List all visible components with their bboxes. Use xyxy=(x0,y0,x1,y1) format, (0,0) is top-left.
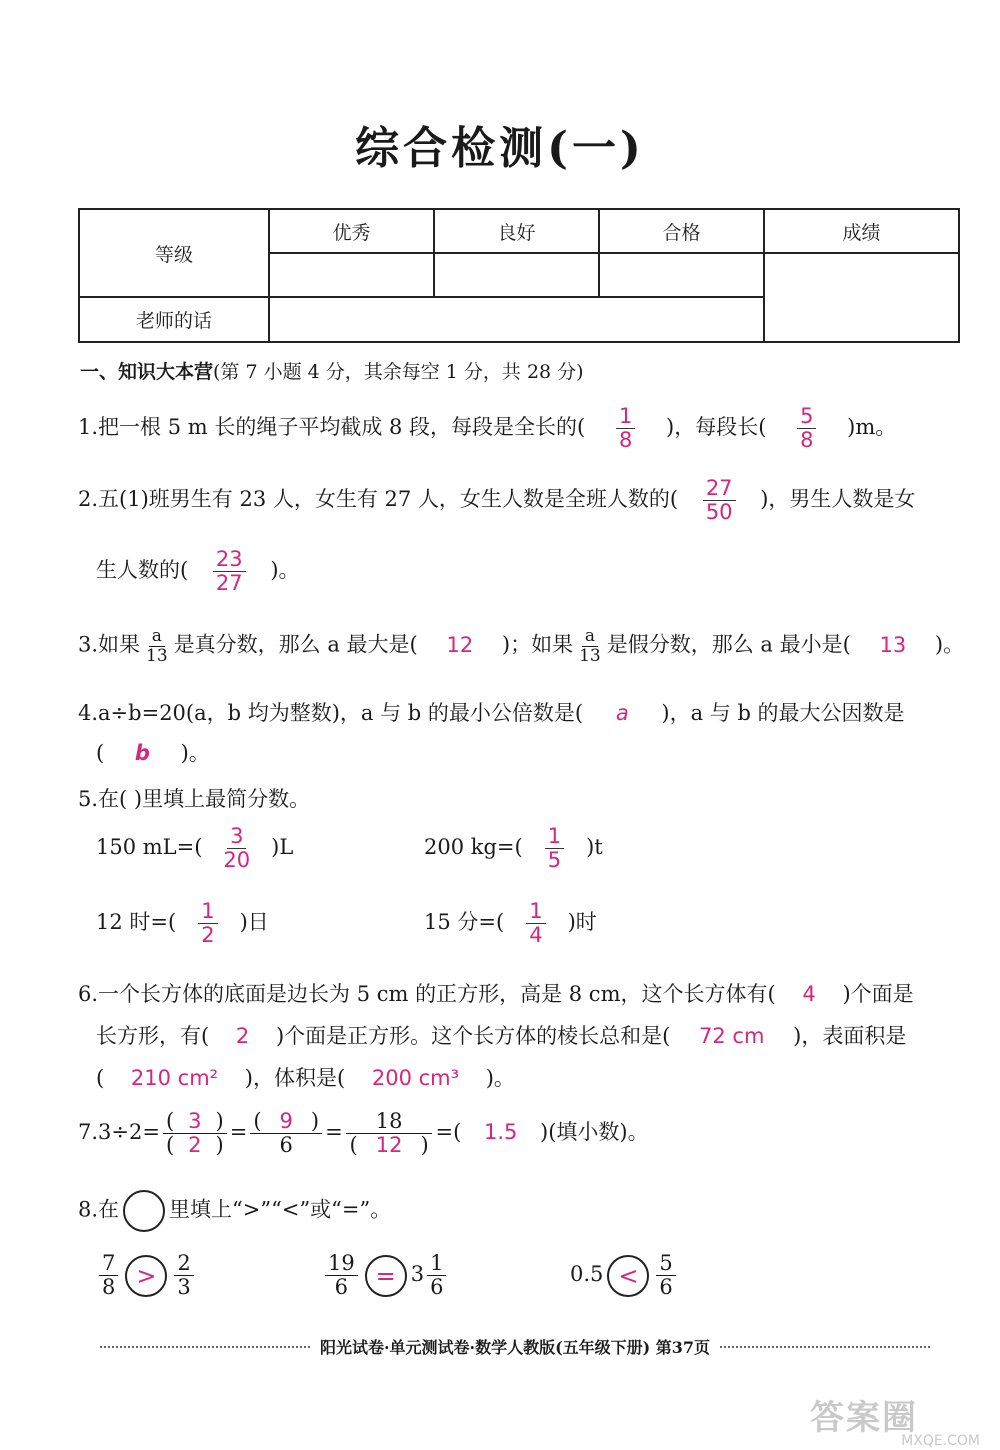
q7-fraction-3: $\frac{18}{( 12 )}$ xyxy=(346,1110,433,1157)
level-excellent-cell xyxy=(269,253,434,297)
q2-text-d: )。 xyxy=(270,558,300,583)
question-7 xyxy=(78,1110,649,1157)
question-5: 5.在( )里填上最简分数。 xyxy=(78,787,311,811)
footer-dots-left xyxy=(100,1346,310,1348)
section-note: (第 7 小题 4 分，其余每空 1 分，共 28 分) xyxy=(213,361,584,383)
q6-answer-1: 4 xyxy=(802,982,816,1006)
q7-answer: 1.5 xyxy=(483,1120,518,1145)
q7-text: 7.3÷2= xyxy=(78,1120,160,1145)
q8-c3-right: $\frac{5}{6}$ xyxy=(656,1252,675,1299)
q3-text: 3.如果 xyxy=(78,632,141,657)
q8-c2-right: $\frac{1}{6}$ xyxy=(427,1252,446,1299)
question-6-cont-2 xyxy=(96,1062,515,1092)
q6-text-e: )，表面积是 xyxy=(793,1024,907,1048)
level-pass-cell xyxy=(599,253,764,297)
blank-circle-icon xyxy=(123,1190,165,1232)
q3-text-b: 是真分数，那么 a 最大是( xyxy=(173,632,418,657)
q3-text-c: )；如果 xyxy=(501,632,574,657)
q7-fraction-2: $\frac{( 9 )}{6}$ xyxy=(250,1110,322,1157)
q6-answer-5: 200 cm³ xyxy=(371,1066,460,1090)
q7-f3-num: 18 xyxy=(346,1110,433,1134)
q6-answer-4: 210 cm² xyxy=(130,1066,219,1090)
level-good-cell xyxy=(434,253,599,297)
q5-item-3-post: )日 xyxy=(239,910,269,935)
q8-c1-left: $\frac{7}{8}$ xyxy=(99,1252,118,1299)
watermark-logo xyxy=(810,1390,980,1449)
level-good: 良好 xyxy=(434,209,599,253)
q8-answer-2: = xyxy=(365,1255,407,1297)
q1-text: 1.把一根 5 m 长的绳子平均截成 8 段，每段是全长的( xyxy=(78,415,586,440)
q5-answer-1: $\frac{3}{20}$ xyxy=(223,824,251,873)
question-2-cont xyxy=(96,548,300,595)
q4-text-b: )，a 与 b 的最大公因数是 xyxy=(661,701,905,725)
q7-f3-den: 12 xyxy=(375,1133,403,1158)
q8-text: 8.在 xyxy=(78,1197,120,1222)
q8-compare-2 xyxy=(322,1252,449,1299)
q8-c1-right: $\frac{2}{3}$ xyxy=(174,1252,193,1299)
q2-text-c: 生人数的( xyxy=(96,558,189,583)
q5-answer-2: $\frac{1}{5}$ xyxy=(545,825,564,872)
q4-answer-1: a xyxy=(615,701,629,725)
q5-item-1-post: )L xyxy=(271,835,294,860)
section-title: 一、知识大本营 xyxy=(80,361,214,383)
q6-text-c: 长方形，有( xyxy=(96,1024,210,1048)
teacher-comment-cell xyxy=(269,297,764,342)
q6-answer-2: 2 xyxy=(235,1024,250,1048)
q3-answer-2: 13 xyxy=(879,632,907,657)
question-4 xyxy=(78,697,905,727)
q5-answer-3: $\frac{1}{2}$ xyxy=(198,900,217,947)
q2-text-b: )，男生人数是女 xyxy=(760,487,916,512)
q5-item-3-pre: 12 时=( xyxy=(96,910,177,935)
q1-text-c: )m。 xyxy=(847,415,897,440)
q4-answer-2: b xyxy=(134,741,150,765)
question-1 xyxy=(78,405,896,452)
q5-item-4-post: )时 xyxy=(567,910,597,935)
q4-text: 4.a÷b=20(a，b 均为整数)，a 与 b 的最小公倍数是( xyxy=(78,701,584,725)
page-title: 综合检测(一) xyxy=(355,123,645,174)
question-6-cont-1 xyxy=(96,1020,906,1050)
q6-text-g: )，体积是( xyxy=(244,1066,346,1090)
q3-text-e: )。 xyxy=(934,632,965,657)
q1-text-b: )，每段长( xyxy=(666,415,767,440)
q6-answer-3: 72 cm xyxy=(699,1024,765,1048)
footer-dots-right xyxy=(720,1346,930,1348)
q5-item-4-pre: 15 分=( xyxy=(424,910,505,935)
teacher-label: 老师的话 xyxy=(79,297,269,342)
q7-fraction-1: $\frac{( 3 )}{( 2 )}$ xyxy=(163,1110,227,1157)
q3-fraction-1: $\frac{a}{13}$ xyxy=(146,626,168,666)
q5-item-2 xyxy=(424,825,603,872)
q7-text-b: =( xyxy=(435,1120,462,1145)
q7-f1-den: 2 xyxy=(188,1133,202,1158)
watermark-main: 答案圈 xyxy=(810,1398,918,1438)
q6-text-d: )个面是正方形。这个长方体的棱长总和是( xyxy=(275,1024,671,1048)
q7-eq-1: = xyxy=(229,1120,248,1145)
q8-answer-3: < xyxy=(607,1255,649,1297)
q6-text: 6.一个长方体的底面是边长为 5 cm 的正方形，高是 8 cm，这个长方体有( xyxy=(78,982,776,1006)
q8-compare-3 xyxy=(570,1252,679,1299)
grade-table xyxy=(78,208,960,343)
q4-text-c: ( xyxy=(96,741,105,765)
q3-fraction-2: $\frac{a}{13}$ xyxy=(579,626,601,666)
q6-text-b: )个面是 xyxy=(842,982,914,1006)
question-6 xyxy=(78,978,914,1008)
q7-f1-num: 3 xyxy=(188,1109,202,1133)
question-2 xyxy=(78,477,915,524)
question-8 xyxy=(78,1190,391,1232)
q3-answer-1: 12 xyxy=(446,632,474,657)
q7-text-c: )(填小数)。 xyxy=(540,1120,649,1145)
q2-answer-1: $\frac{27}{50}$ xyxy=(703,477,736,524)
grade-row-label: 等级 xyxy=(79,209,269,297)
q5-item-4 xyxy=(424,900,597,947)
q8-c2-whole: 3 xyxy=(410,1262,425,1287)
q8-c2-left: $\frac{19}{6}$ xyxy=(325,1252,358,1299)
q2-answer-2: $\frac{23}{27}$ xyxy=(213,548,246,595)
q2-text: 2.五(1)班男生有 23 人，女生有 27 人，女生人数是全班人数的( xyxy=(78,487,679,512)
q5-item-1-pre: 150 mL=( xyxy=(96,835,203,860)
watermark-sub: MXQE.COM xyxy=(901,1433,980,1449)
q1-answer-2: $\frac{5}{8}$ xyxy=(797,405,816,452)
q5-item-3 xyxy=(96,900,269,947)
q3-text-d: 是假分数，那么 a 最小是( xyxy=(606,632,851,657)
q5-item-2-post: )t xyxy=(586,835,603,860)
q6-text-f: ( xyxy=(96,1066,105,1090)
question-4-cont xyxy=(96,737,210,767)
page-footer xyxy=(100,1335,930,1358)
q7-eq-2: = xyxy=(325,1120,343,1145)
q8-c3-left: 0.5 xyxy=(570,1262,604,1287)
q7-f2-den: 6 xyxy=(279,1133,293,1158)
section-heading xyxy=(80,357,584,384)
q8-answer-1: > xyxy=(125,1255,167,1297)
level-pass: 合格 xyxy=(599,209,764,253)
q5-item-2-pre: 200 kg=( xyxy=(424,835,523,860)
score-label: 成绩 xyxy=(764,209,959,253)
footer-text: 阳光试卷·单元测试卷·数学人教版(五年级下册) 第37页 xyxy=(319,1338,711,1357)
q6-text-h: )。 xyxy=(485,1066,515,1090)
q4-text-d: )。 xyxy=(180,741,210,765)
level-excellent: 优秀 xyxy=(269,209,434,253)
q1-answer-1: $\frac{1}{8}$ xyxy=(616,405,635,452)
q5-item-1 xyxy=(96,825,293,872)
q7-f2-num: 9 xyxy=(279,1109,293,1133)
q8-compare-1 xyxy=(96,1252,197,1299)
score-cell xyxy=(764,253,959,342)
question-3 xyxy=(78,627,964,665)
q8-text-b: 里填上“>”“<”或“=”。 xyxy=(169,1197,392,1222)
q5-answer-4: $\frac{1}{4}$ xyxy=(526,900,545,947)
